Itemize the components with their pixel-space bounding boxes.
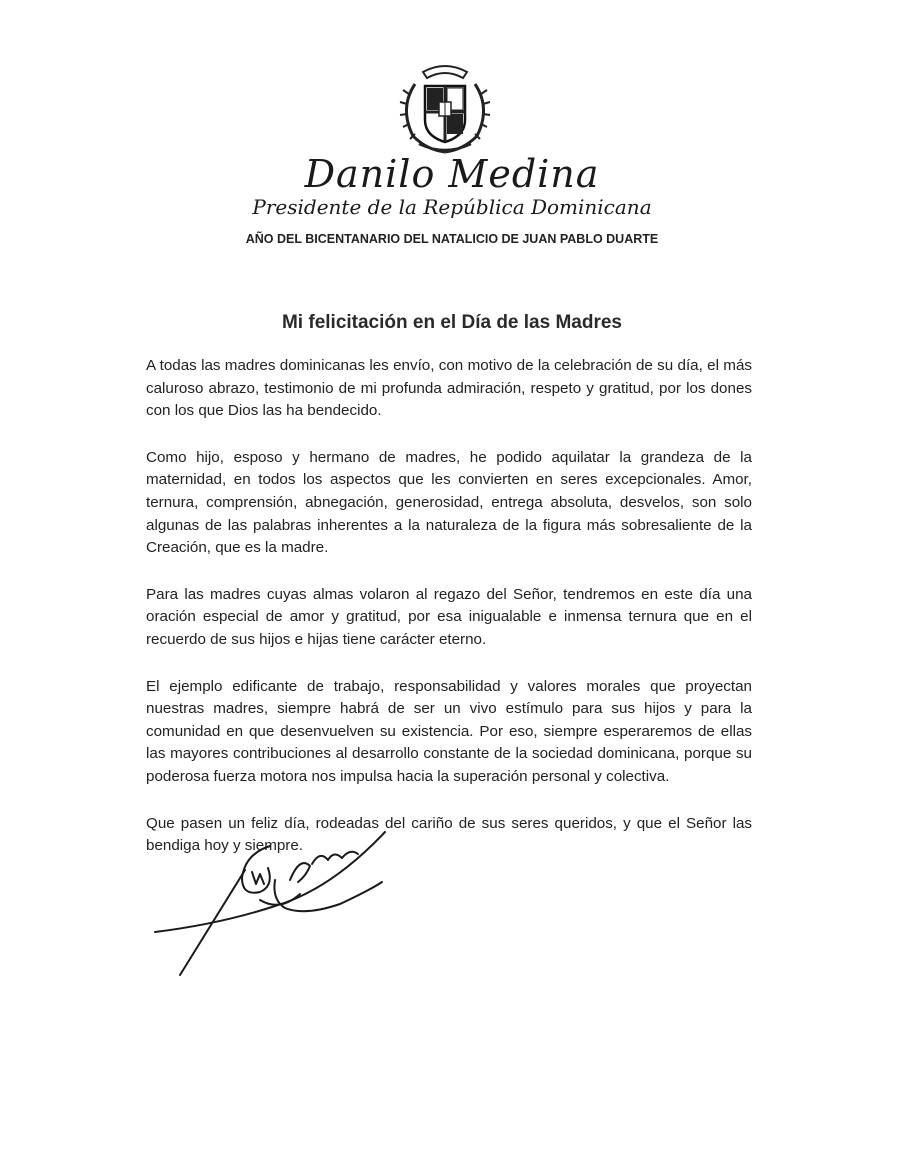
- paragraph: El ejemplo edificante de trabajo, responsabilidad y valores morales que proyectan nuestras madres, siempre habrá de ser un vivo estímulo para sus hijos y para la comunidad en que desenvuelven su existencia. Por eso, siempre esperaremos de ellas las mayores contribuciones al desarrollo constante de la sociedad dominicana, porque su poderosa fuerza motora nos impulsa hacia la superación personal y colectiva.: [146, 677, 752, 785]
- letter-title: Mi felicitación en el Día de las Madres: [281, 312, 622, 333]
- paragraph: Que pasen un feliz día, rodeadas del cariño de sus seres queridos, y que el Señor las bendiga hoy y siempre.: [146, 814, 752, 855]
- sender-name: Danilo Medina: [304, 152, 600, 196]
- sender-office: Presidente de la República Dominicana: [252, 195, 652, 219]
- year-motto: AÑO DEL BICENTANARIO DEL NATALICIO DE JUAN PABLO DUARTE: [245, 232, 659, 246]
- paragraph: Para las madres cuyas almas volaron al regazo del Señor, tendremos en este día una oración especial de amor y gratitud, por esa inigualable e inmensa ternura que en el recuerdo de sus hijos e hijas tiene carácter eterno.: [146, 585, 752, 648]
- dominican-coat-of-arms-icon: [393, 58, 497, 158]
- paragraph: Como hijo, esposo y hermano de madres, he podido aquilatar la grandeza de la maternidad, en todos los aspectos que les convierten en seres excepcionales. Amor, ternura, comprensión, abnegación, generosidad, entrega absoluta, desvelos, son solo algunas de las palabras inherentes a la naturaleza de la figura más sobresaliente de la Creación, que es la madre.: [146, 448, 752, 557]
- paragraph: A todas las madres dominicanas les envío, con motivo de la celebración de su día, el más caluroso abrazo, testimonio de mi profunda admiración, respeto y gratitud, por los dones con los que Dios las ha bendecido.: [146, 357, 752, 420]
- letter-body: [146, 355, 752, 882]
- handwritten-signature-icon: [150, 820, 400, 980]
